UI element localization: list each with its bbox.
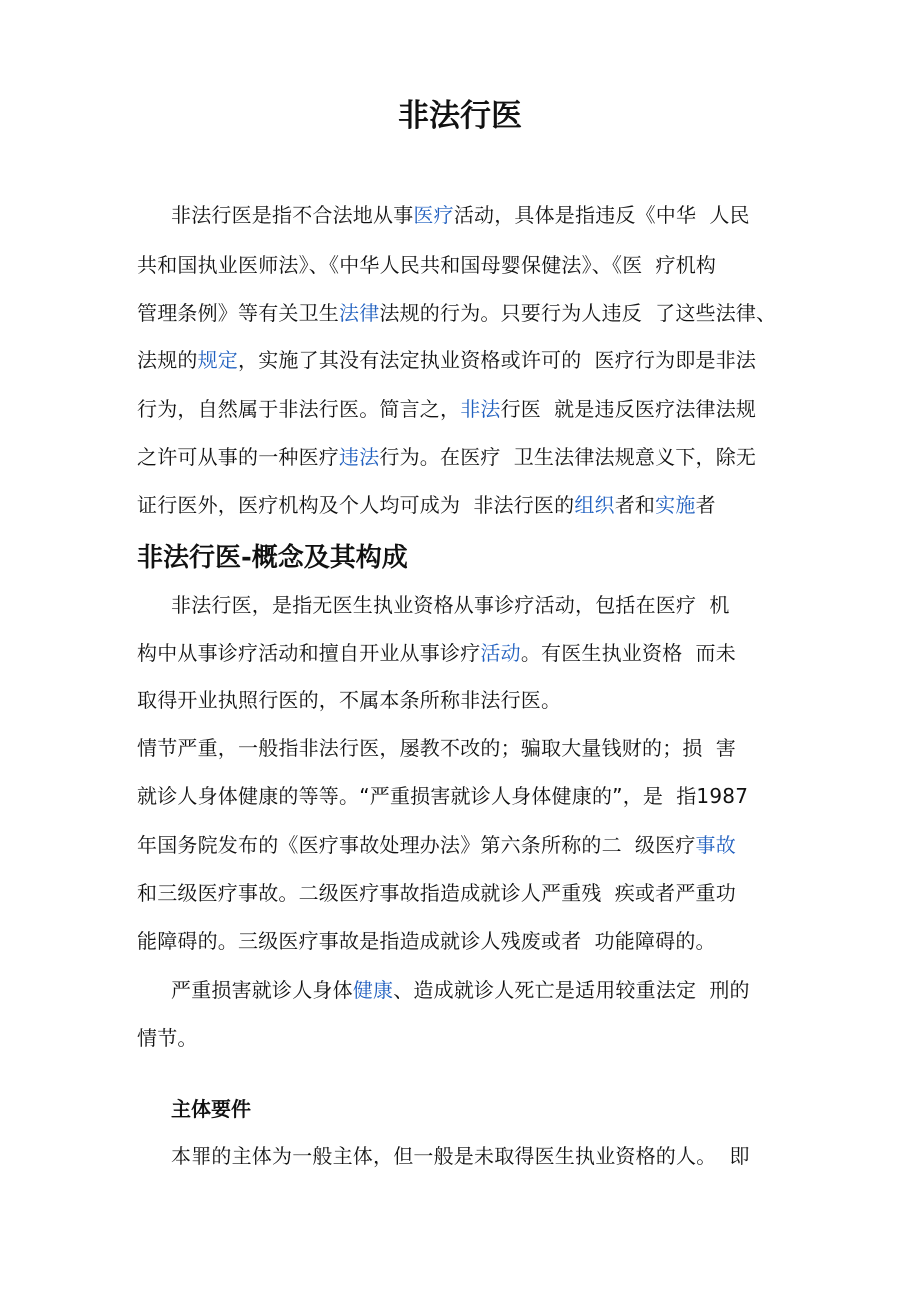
section-heading: 非法行医-概念及其构成: [137, 543, 408, 573]
paragraph-line: [171, 200, 750, 230]
text-link[interactable]: 事故: [695, 833, 736, 857]
text-run: 法规的: [137, 348, 198, 372]
text-link[interactable]: 规定: [197, 348, 239, 372]
text-run: 法规的行为。只要行为人违反 了这些法律、: [379, 301, 777, 325]
text-run: 行为，自然属于非法行医。简言之，: [137, 397, 461, 421]
paragraph-line: [137, 638, 736, 668]
paragraph-line: [171, 590, 730, 620]
paragraph-line: [137, 298, 776, 328]
text-run: 管理条例》等有关卫生: [137, 301, 339, 325]
text-link[interactable]: 违法: [339, 445, 380, 469]
text-run: 非法行医是指不合法地从事: [171, 203, 414, 227]
text-run: 、造成就诊人死亡是适用较重法定 刑的: [393, 978, 750, 1002]
text-link[interactable]: 医疗: [413, 203, 454, 227]
text-run: 本罪的主体为一般主体，但一般是未取得医生执业资格的人。 即: [171, 1144, 750, 1168]
text-run: 情节。: [137, 1026, 198, 1050]
text-run: 非法行医，是指无医生执业资格从事诊疗活动，包括在医疗 机: [171, 593, 730, 617]
text-link[interactable]: 实施: [655, 493, 696, 517]
paragraph-line: [137, 781, 748, 811]
text-run: 。有医生执业资格 而未: [520, 641, 736, 665]
paragraph-line: [137, 345, 756, 375]
text-run: 者和: [614, 493, 656, 517]
paragraph-line: [171, 975, 750, 1005]
text-run: 行为。在医疗 卫生法律法规意义下，除无: [379, 445, 757, 469]
text-link[interactable]: 健康: [352, 978, 394, 1002]
text-run: 者: [695, 493, 716, 517]
paragraph-line: [137, 878, 736, 908]
paragraph-line: [137, 926, 716, 956]
paragraph-line: [137, 830, 736, 860]
text-run: 共和国执业医师法》、《中华人民共和国母婴保健法》、《医 疗机构: [137, 253, 717, 277]
text-link[interactable]: 组织: [574, 493, 615, 517]
text-link[interactable]: 非法: [460, 397, 501, 421]
paragraph-line: [137, 250, 716, 280]
text-run: ，实施了其没有法定执业资格或许可的 医疗行为即是非法: [238, 348, 757, 372]
text-link[interactable]: 活动: [480, 641, 521, 665]
text-run: 和三级医疗事故。二级医疗事故指造成就诊人严重残 疾或者严重功: [137, 881, 736, 905]
text-run: 活动，具体是指违反《中华 人民: [453, 203, 750, 227]
text-run: 情节严重，一般指非法行医，屡教不改的；骗取大量钱财的；损 害: [137, 736, 736, 760]
paragraph-line: [137, 394, 756, 424]
paragraph-line: [137, 733, 736, 763]
text-run: 构中从事诊疗活动和擅自开业从事诊疗: [137, 641, 481, 665]
text-link[interactable]: 法律: [339, 301, 380, 325]
paragraph-line: [137, 685, 561, 715]
text-run: 行医 就是违反医疗法律法规: [500, 397, 757, 421]
paragraph-line: [137, 1023, 198, 1053]
subsection-heading: 主体要件: [171, 1097, 251, 1121]
paragraph-line: [137, 490, 716, 520]
text-run: 之许可从事的一种医疗: [137, 445, 339, 469]
paragraph-line: [137, 442, 756, 472]
page-title: 非法行医: [398, 98, 522, 134]
text-run: 年国务院发布的《医疗事故处理办法》第六条所称的二 级医疗: [137, 833, 696, 857]
text-run: 取得开业执照行医的，不属本条所称非法行医。: [137, 688, 562, 712]
text-run: 就诊人身体健康的等等。“严重损害就诊人身体健康的”，是 指1987: [137, 784, 749, 808]
text-run: 严重损害就诊人身体: [171, 978, 353, 1002]
text-run: 能障碍的。三级医疗事故是指造成就诊人残废或者 功能障碍的。: [137, 929, 716, 953]
paragraph-line: [171, 1141, 750, 1171]
text-run: 证行医外，医疗机构及个人均可成为 非法行医的: [137, 493, 575, 517]
